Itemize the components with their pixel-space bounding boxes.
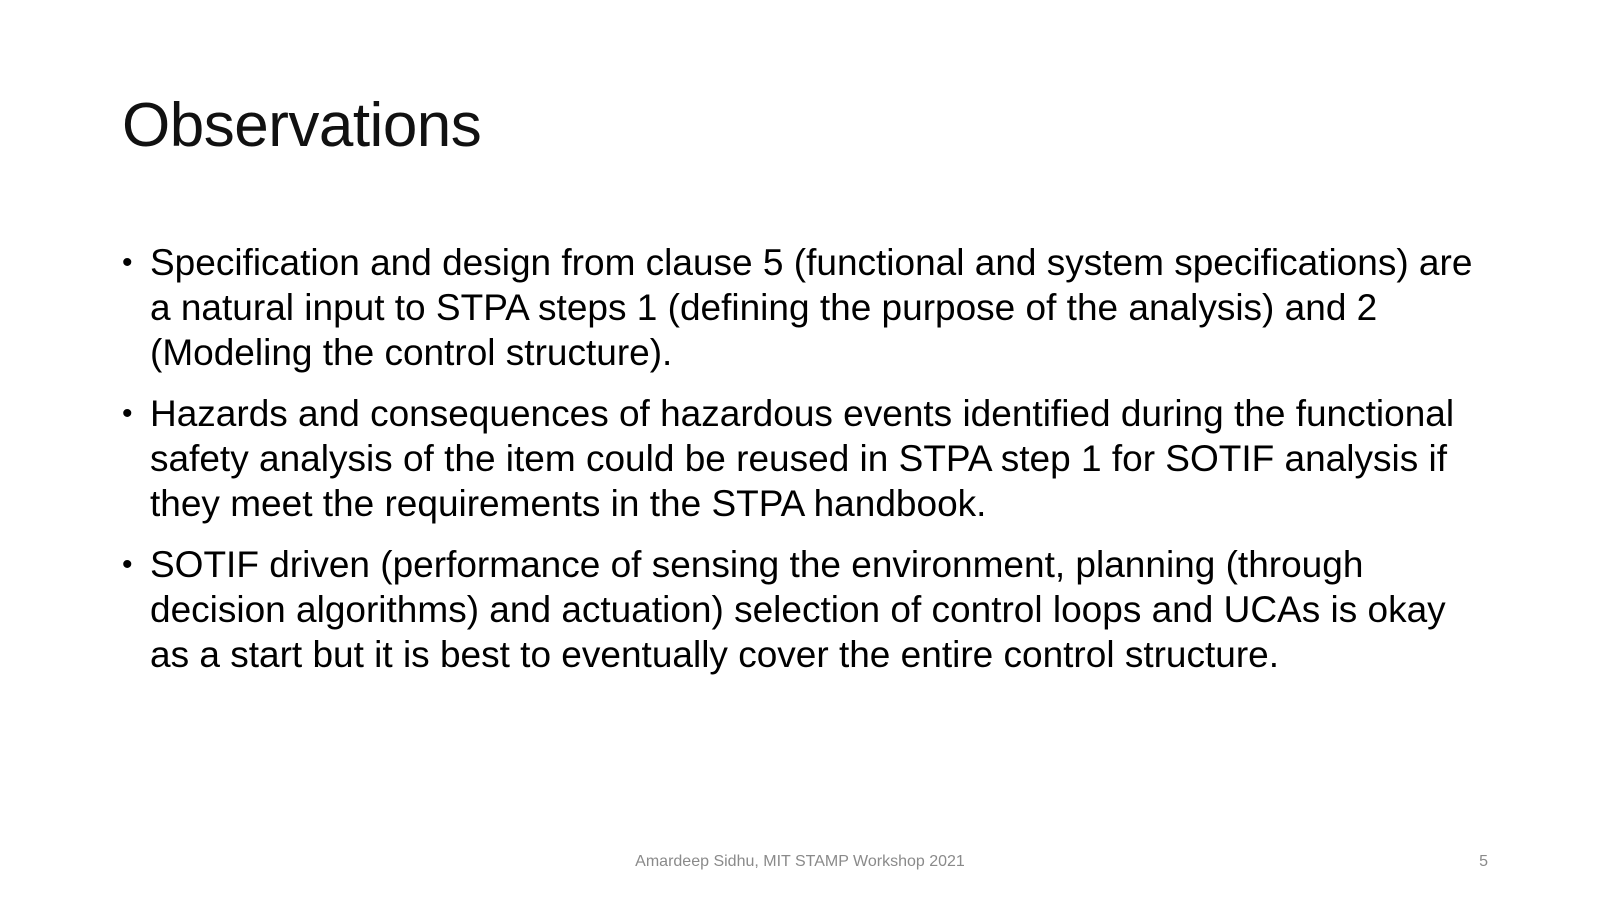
bullet-text: SOTIF driven (performance of sensing the environment, planning (through decision algorithms) and actuation) selection of control loops and UCAs is okay as a start but it is best to eventually cover the entire control structure. xyxy=(150,544,1446,675)
bullet-text: Hazards and consequences of hazardous events identified during the functional safety analysis of the item could be reused in STPA step 1 for SOTIF analysis if they meet the requirements in the STPA handbook. xyxy=(150,393,1455,524)
list-item xyxy=(120,240,1480,375)
bullet-icon: • xyxy=(122,246,133,279)
slide-number: 5 xyxy=(1479,853,1488,870)
list-item xyxy=(120,391,1480,526)
bullet-icon: • xyxy=(122,397,133,430)
list-item xyxy=(120,542,1480,677)
bullet-text: Specification and design from clause 5 (functional and system specifications) are a natural input to STPA steps 1 (defining the purpose of the analysis) and 2 (Modeling the control structure). xyxy=(150,242,1473,373)
slide-title: Observations xyxy=(122,91,482,160)
bullet-icon: • xyxy=(122,548,133,581)
bullet-list xyxy=(120,240,1480,693)
footer-text: Amardeep Sidhu, MIT STAMP Workshop 2021 xyxy=(635,853,965,870)
